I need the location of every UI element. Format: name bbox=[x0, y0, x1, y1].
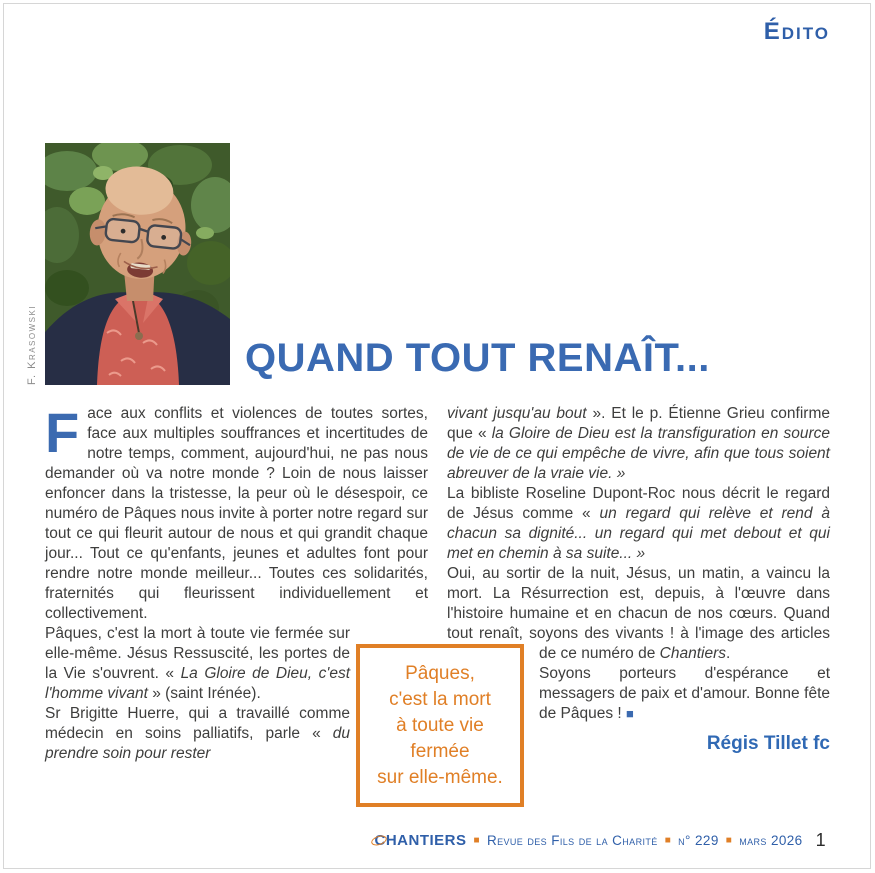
text-segment: . bbox=[725, 645, 731, 662]
text-segment: La bibliste Roseline Dupont-Roc nous décrit le regard de Jésus comme « bbox=[447, 485, 830, 522]
page-footer bbox=[374, 830, 826, 851]
quote-italic: du prendre soin pour rester bbox=[45, 725, 350, 762]
square-separator-icon: ■ bbox=[473, 835, 480, 846]
quote-italic: la Gloire de Dieu est la transfiguration en source de vie de ce qui empêche de vivre, afin que tous soient abreuver de la vraie vie. » bbox=[447, 425, 830, 482]
square-separator-icon: ■ bbox=[664, 835, 672, 846]
page-number: 1 bbox=[815, 830, 826, 850]
pull-quote-line: fermée bbox=[410, 740, 470, 762]
quote-italic: La Gloire de Dieu, c'est l'homme vivant bbox=[45, 665, 350, 702]
page-frame bbox=[3, 3, 871, 869]
magazine-name-italic: Chantiers bbox=[659, 645, 726, 662]
section-kicker: Édito bbox=[763, 18, 830, 45]
paragraph bbox=[447, 404, 830, 484]
pull-quote-line: Pâques, bbox=[405, 662, 475, 684]
chantiers-logo-text: HANTIERS bbox=[385, 832, 467, 849]
author-signature: Régis Tillet fc bbox=[706, 733, 830, 754]
article-title: QUAND TOUT RENAÎT... bbox=[245, 336, 710, 380]
footer-item-revue: Revue des Fils de la Charité bbox=[486, 833, 658, 848]
text-segment: ace aux conflits et violences de toutes sortes, face aux multiples souffrances et incertitudes de notre temps, comment, aujourd'hui, ne pas nous demander où va notre monde ? Loin de nous laisser enfoncer dans la tristesse, la peur où le désespoir, ce numéro de Pâques nous invite à porter notre regard sur tout ce qui fleurit autour de nous et qui grandit chaque jour... Tout ce qu'enfants, jeunes et adultes font pour rendre notre monde meilleur... Toutes ces solidarités, fraternités qui fleurissent individuellement et collectivement. bbox=[45, 405, 428, 622]
pull-quote-line: sur elle-même. bbox=[377, 766, 503, 788]
text-segment: ». Et le p. Étienne Grieu confirme que « bbox=[447, 405, 830, 442]
dropcap: F bbox=[45, 401, 80, 464]
chantiers-logo bbox=[374, 832, 466, 849]
chantiers-logo-c-icon: C bbox=[374, 832, 386, 849]
text-segment: Sr Brigitte Huerre, qui a travaillé comme médecin en soins palliatifs, parle « bbox=[45, 705, 350, 742]
photo-credit: F. Krasowski bbox=[26, 304, 38, 385]
end-square-icon: ■ bbox=[626, 706, 634, 721]
pull-quote-line: c'est la mort bbox=[389, 688, 491, 710]
pull-quote-line: à toute vie bbox=[396, 714, 484, 736]
portrait-photo bbox=[45, 143, 230, 385]
paragraph bbox=[45, 401, 428, 624]
footer-item-date: mars 2026 bbox=[739, 833, 803, 848]
portrait-illustration bbox=[45, 143, 230, 385]
quote-italic: un regard qui relève et rend à chacun sa dignité... un regard qui met debout et qui met en chemin à sa suite... » bbox=[447, 505, 830, 562]
text-segment: Soyons porteurs d'espérance et messagers de paix et d'amour. Bonne fête de Pâques ! bbox=[539, 665, 830, 722]
quote-italic: vivant jusqu'au bout bbox=[447, 405, 587, 422]
text-segment: Oui, au sortir de la nuit, Jésus, un matin, a vaincu la mort. La Résurrection est, depuis, à l'œuvre dans l'histoire humaine et en chacun de nos cœurs. Quand tout renaît, soyons des vivants ! à l'image des articles de ce numéro de bbox=[447, 565, 830, 662]
pull-quote-box bbox=[356, 644, 524, 807]
square-separator-icon: ■ bbox=[725, 835, 733, 846]
footer-item-numero: n° 229 bbox=[678, 833, 719, 848]
text-segment: » (saint Irénée). bbox=[147, 685, 261, 702]
text-segment: Pâques, c'est la mort à toute vie fermée sur elle-même. Jésus Ressuscité, les portes de la Vie s'ouvrent. « bbox=[45, 625, 350, 682]
paragraph bbox=[447, 484, 830, 564]
